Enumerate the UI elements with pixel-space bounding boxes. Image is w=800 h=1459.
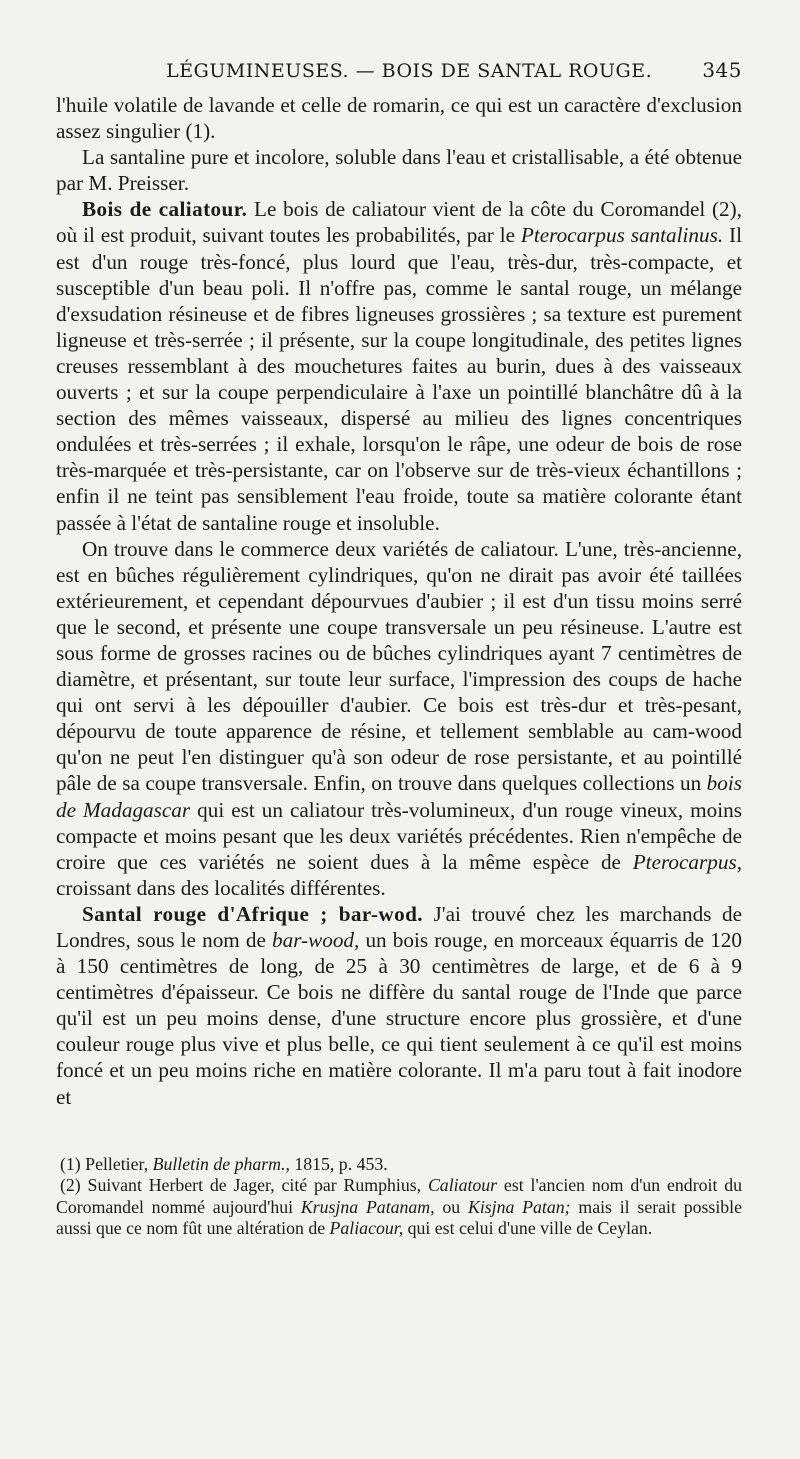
running-header — [56, 58, 742, 92]
text-run: un bois rouge, en morceaux équarris de 120 à 150 centimètres de long, de 25 à 30 centimètres de large, et de 6 à 9 centimètres d'épaisseur. Ce bois ne diffère du santal rouge de l'Inde que parce qu'il est un peu moins dense, d'une structure encore plus grossière, et d'une couleur rouge plus vive et plus belle, ce qui tient seulement à ce qu'il est moins foncé et un peu moins riche en matière colorante. Il m'a paru tout à fait inodore et — [56, 928, 742, 1109]
text-run: est l'ancien nom d'un endroit du Coromandel nommé aujourd'hui — [56, 1175, 742, 1217]
italic-run: Pterocarpus, — [632, 849, 742, 874]
paragraph-caliatour — [56, 196, 742, 535]
text-run: mais il serait possible aussi que ce nom fût une altération de — [56, 1196, 742, 1239]
text-run: 1815, p. 453. — [289, 1153, 388, 1174]
body-text — [56, 92, 742, 1110]
text-run: (2) Suivant Herbert de Jager, cité par Rumphius, — [60, 1175, 428, 1196]
text-run: croissant dans des localités différentes. — [56, 875, 386, 900]
running-title: LÉGUMINEUSES. — BOIS DE SANTAL ROUGE. — [166, 60, 653, 82]
italic-run: bois de Madagascar — [56, 771, 742, 822]
italic-run: Kisjna Patan; — [467, 1196, 571, 1217]
italic-run: Bulletin de pharm., — [152, 1153, 290, 1174]
text-run: qui est celui d'une ville de Ceylan. — [403, 1218, 653, 1239]
italic-run: Pterocarpus santalinus. — [520, 223, 724, 248]
page-number: 345 — [702, 58, 742, 82]
paragraph-santal-afrique — [56, 901, 742, 1110]
paragraph-varieties — [56, 536, 742, 901]
italic-run: Paliacour, — [329, 1218, 404, 1239]
text-run: Il est d'un rouge très-foncé, plus lourd que l'eau, très-dur, très-compacte, et susceptible d'un beau poli. Il n'offre pas, comme le santal rouge, un mélange d'exsudation résineuse et de fibres ligneuses grossières ; sa texture est purement ligneuse et très-serrée ; il présente, sur la coupe longitudinale, des petites lignes creuses ressemblant à des mouchetures faites au burin, dues à des vaisseaux ouverts ; et sur la coupe perpendiculaire à l'axe un pointillé blanchâtre dû à la section des mêmes vaisseaux, dispersé au milieu des lignes concentriques ondulées et très-serrées ; il exhale, lorsqu'on le râpe, une odeur de bois de rose très-marquée et très-persistante, car on l'observe sur de très-vieux échantillons ; enfin il ne teint pas sensiblement l'eau froide, toute sa matière colorante étant passée à l'état de santaline rouge et insoluble. — [56, 223, 742, 535]
text-run: J'ai trouvé chez les marchands de Londres, sous le nom de — [56, 901, 742, 952]
text-run: qui est un caliatour très-volumineux, d'un rouge vineux, moins compacte et moins pesant que les deux variétés précédentes. Rien n'empêche de croire que ces variétés ne soient dues à la même espèce de — [56, 797, 742, 874]
italic-run: Caliatour — [427, 1175, 498, 1196]
section-lead-santal-afrique: Santal rouge d'Afrique ; bar-wod. — [82, 901, 423, 926]
paragraph-2: La santaline pure et incolore, soluble dans l'eau et cristallisable, a été obtenue par M. Preisser. — [56, 145, 742, 196]
footnote-1 — [56, 1154, 742, 1176]
text-run: (1) Pelletier, — [60, 1153, 153, 1174]
text-run: Le bois de caliatour vient de la côte du Coromandel (2), où il est produit, suivant toutes les probabilités, par le — [56, 197, 742, 248]
italic-run: bar-wood, — [272, 928, 360, 952]
italic-run: Krusjna Patanam, — [300, 1196, 435, 1217]
footnote-2 — [56, 1175, 742, 1240]
text-run: ou — [434, 1196, 468, 1217]
footnotes — [56, 1154, 742, 1240]
paragraph-1: l'huile volatile de lavande et celle de romarin, ce qui est un caractère d'exclusion assez singulier (1). — [56, 93, 742, 144]
text-run: On trouve dans le commerce deux variétés de caliatour. L'une, très-ancienne, est en bûches régulièrement cylindriques, qu'on ne dirait pas avoir été taillées extérieurement, et cependant dépourvues d'aubier ; il est d'un tissu moins serré que le second, et présente une coupe transversale un peu résineuse. L'autre est sous forme de grosses racines ou de bûches cylindriques ayant 7 centimètres de diamètre, et présentant, sur toute leur surface, l'impression des coups de hache qui ont servi à les dépouiller d'aubier. Ce bois est très-dur et très-pesant, dépourvu de toute apparence de résine, et tellement semblable au cam-wood qu'on ne peut l'en distinguer qu'à son odeur de rose persistante, et au pointillé pâle de sa coupe transversale. Enfin, on trouve dans quelques collections un — [56, 536, 742, 796]
section-lead-caliatour: Bois de caliatour. — [82, 197, 248, 222]
